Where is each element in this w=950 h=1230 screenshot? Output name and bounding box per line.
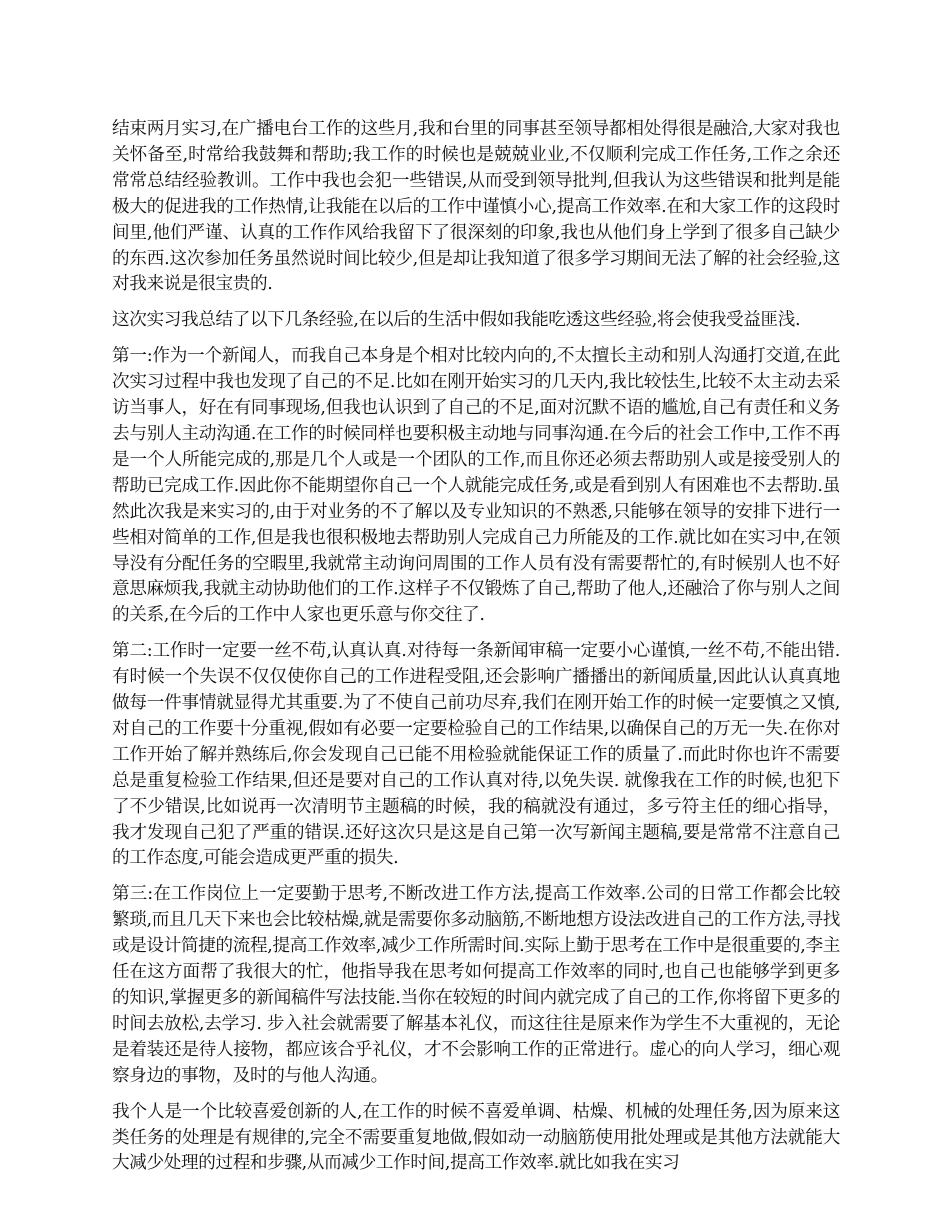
paragraph-point-three: 第三:在工作岗位上一定要勤于思考,不断改进工作方法,提高工作效率.公司的日常工作都会比较繁琐,而且几天下来也会比较枯燥,就是需要你多动脑筋,不断地想方设法改进自己的工作方法,寻找或是设计简捷的流程,提高工作效率,减少工作所需时间.实际上勤于思考在工作中是很重要的,李主任在这方面帮了我很大的忙，他指导我在思考如何提高工作效率的同时,也自己也能够学到更多的知识,掌握更多的新闻稿件写法技能.当你在较短的时间内就完成了自己的工作,你将留下更多的时间去放松,去学习. 步入社会就需要了解基本礼仪，而这往往是原来作为学生不大重视的，无论是着装还是待人接物，都应该合乎礼仪，才不会影响工作的正常进行。虚心的向人学习，细心观察身边的事物，及时的与他人沟通。 [112, 884, 840, 1086]
paragraph-innovation: 我个人是一个比较喜爱创新的人,在工作的时候不喜爱单调、枯燥、机械的处理任务,因为原来这类任务的处理是有规律的,完全不需要重复地做,假如动一动脑筋使用批处理或是其他方法就能大大减少处理的过程和步骤,从而减少工作时间,提高工作效率.就比如我在实习 [112, 1101, 840, 1174]
document-body [112, 117, 840, 1177]
paragraph-summary: 这次实习我总结了以下几条经验,在以后的生活中假如我能吃透这些经验,将会使我受益匪浅. [112, 310, 801, 331]
paragraph-point-one: 第一:作为一个新闻人，而我自己本身是个相对比较内向的,不太擅长主动和别人沟通打交道,在此次实习过程中我也发现了自己的不足.比如在刚开始实习的几天内,我比较怯生,比较不太主动去采访当事人，好在有同事现场,但我也认识到了自己的不足,面对沉默不语的尴尬,自己有责任和义务去与别人主动沟通.在工作的时候同样也要积极主动地与同事沟通.在今后的社会工作中,工作不再是一个人所能完成的,那是几个人或是一个团队的工作,而且你还必须去帮助别人或是接受别人的帮助已完成工作.因此你不能期望你自己一个人就能完成任务,或是看到别人有困难也不去帮助.虽然此次我是来实习的,由于对业务的不了解以及专业知识的不熟悉,只能够在领导的安排下进行一些相对简单的工作,但是我也很积极地去帮助别人完成自己力所能及的工作.就比如在实习中,在领导没有分配任务的空暇里,我就常主动询问周围的工作人员有没有需要帮忙的,有时候别人也不好意思麻烦我,我就主动协助他们的工作.这样子不仅锻炼了自己,帮助了他人,还融洽了你与别人之间的关系,在今后的工作中人家也更乐意与你交往了. [112, 346, 840, 626]
paragraph-point-two: 第二:工作时一定要一丝不苟,认真认真.对待每一条新闻审稿一定要小心谨慎,一丝不苟,不能出错.有时候一个失误不仅仅使你自己的工作进程受阻,还会影响广播播出的新闻质量,因此认认真真地做每一件事情就显得尤其重要.为了不使自己前功尽弃,我们在刚开始工作的时候一定要慎之又慎,对自己的工作要十分重视,假如有必要一定要检验自己的工作结果,以确保自己的万无一失.在你对工作开始了解并熟练后,你会发现自己已能不用检验就能保证工作的质量了.而此时你也许不需要总是重复检验工作结果,但还是要对自己的工作认真对待,以免失误. 就像我在工作的时候,也犯下了不少错误,比如说再一次清明节主题稿的时候，我的稿就没有通过，多亏符主任的细心指导，我才发现自己犯了严重的错误.还好这次只是这是自己第一次写新闻主题稿,要是常常不注意自己的工作态度,可能会造成更严重的损失. [112, 641, 840, 869]
paragraph-intro: 结束两月实习,在广播电台工作的这些月,我和台里的同事甚至领导都相处得很是融洽,大家对我也关怀备至,时常给我鼓舞和帮助;我工作的时候也是兢兢业业,不仅顺利完成工作任务,工作之余还常常总结经验教训。工作中我也会犯一些错误,从而受到领导批判,但我认为这些错误和批判是能极大的促进我的工作热情,让我能在以后的工作中谨慎小心,提高工作效率.在和大家工作的这段时间里,他们严谨、认真的工作作风给我留下了很深刻的印象,我也从他们身上学到了很多自己缺少的东西.这次参加任务虽然说时间比较少,但是却让我知道了很多学习期间无法了解的社会经验,这对我来说是很宝贵的. [112, 119, 840, 295]
